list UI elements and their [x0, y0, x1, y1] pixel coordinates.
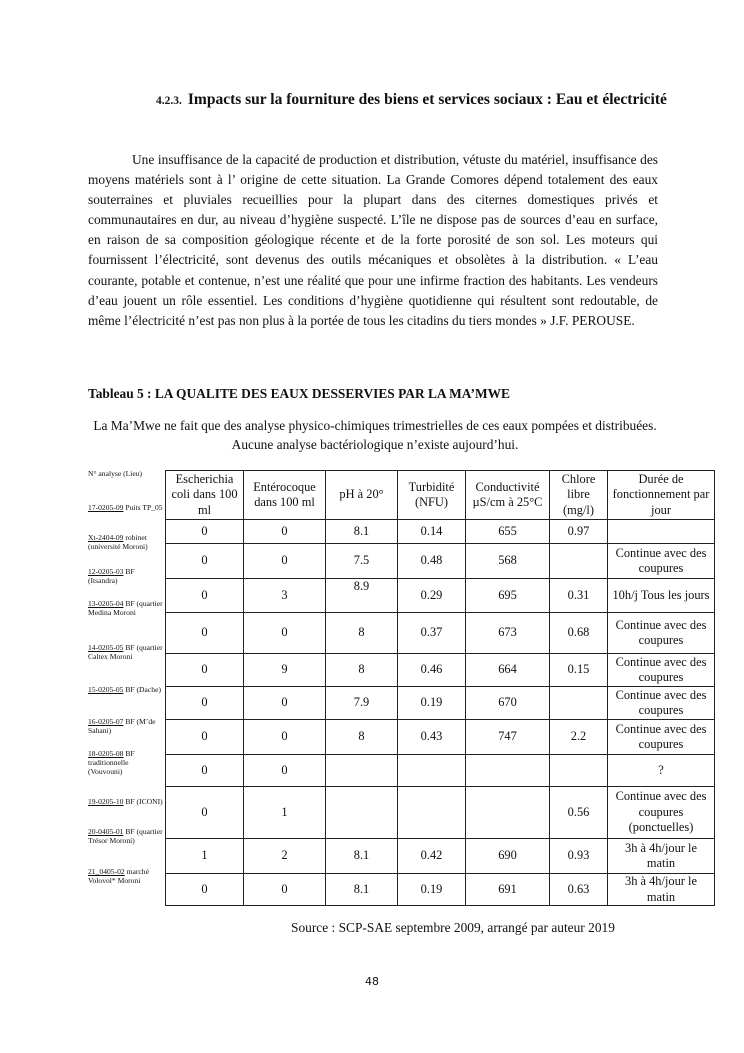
table-title: Tableau 5 : LA QUALITE DES EAUX DESSERVIES PAR LA MA’MWE — [88, 386, 510, 401]
table-cell — [466, 787, 550, 839]
table-cell: 690 — [466, 839, 550, 874]
table-cell: 8.9 — [326, 579, 398, 613]
table-cell: 0.56 — [550, 787, 608, 839]
table-cell: 0 — [244, 613, 326, 654]
table-row — [166, 720, 715, 755]
table-cell: 3 — [244, 579, 326, 613]
sample-label — [88, 685, 164, 694]
sample-place: Puits TP_05 — [125, 503, 163, 512]
column-header: Chlore libre (mg/l) — [550, 471, 608, 520]
sample-label — [88, 599, 164, 617]
sample-label — [88, 797, 164, 806]
sample-code: 20-0405-01 — [88, 827, 124, 836]
table-row — [166, 613, 715, 654]
column-header: Escherichia coli dans 100 ml — [166, 471, 244, 520]
table-cell — [550, 755, 608, 787]
sample-code: 14-0205-05 — [88, 643, 124, 652]
table-cell: Continue avec des coupures — [608, 687, 715, 720]
table-cell: 0.42 — [398, 839, 466, 874]
table-cell: Continue avec des coupures — [608, 544, 715, 579]
sample-place: BF (Itsandra) — [88, 567, 135, 585]
table-row — [166, 787, 715, 839]
table-row — [166, 579, 715, 613]
table-cell: 0.93 — [550, 839, 608, 874]
table-row — [166, 654, 715, 687]
sample-code: 17-0205-09 — [88, 503, 124, 512]
table-row — [166, 520, 715, 544]
table-cell: 0 — [166, 613, 244, 654]
table-cell — [398, 787, 466, 839]
sample-place: BF (quartier Caltex Moroni — [88, 643, 163, 661]
sample-label — [88, 717, 164, 735]
table-cell: 10h/j Tous les jours — [608, 579, 715, 613]
table-cell: 664 — [466, 654, 550, 687]
table-row — [166, 687, 715, 720]
sample-place: BF (quartier Medina Moroni — [88, 599, 163, 617]
table-cell: 8 — [326, 654, 398, 687]
table-cell: 0 — [244, 755, 326, 787]
body-paragraph — [88, 150, 658, 331]
section-number: 4.2.3. — [156, 95, 182, 107]
column-header: Durée de fonctionnement par jour — [608, 471, 715, 520]
table-cell: 655 — [466, 520, 550, 544]
sample-code: Xt-2404-09 — [88, 533, 124, 542]
sample-label — [88, 567, 164, 585]
sample-code: 12-0205-03 — [88, 567, 124, 576]
table-cell: 1 — [166, 839, 244, 874]
table-cell: 0.15 — [550, 654, 608, 687]
sample-place: robinet (université Moroni) — [88, 533, 148, 551]
table-cell: 0.48 — [398, 544, 466, 579]
table-cell: 0 — [166, 787, 244, 839]
table-cell — [550, 544, 608, 579]
sample-code: 13-0205-04 — [88, 599, 124, 608]
table-cell: Continue avec des coupures — [608, 654, 715, 687]
table-cell: 0 — [166, 720, 244, 755]
table-cell: 0.31 — [550, 579, 608, 613]
table-cell: 568 — [466, 544, 550, 579]
table-cell: 8.1 — [326, 520, 398, 544]
section-heading — [156, 88, 676, 113]
table-cell: 1 — [244, 787, 326, 839]
sample-place: BF (M’de Sahani) — [88, 717, 156, 735]
table-cell: 0.37 — [398, 613, 466, 654]
sample-label — [88, 503, 164, 512]
table-cell: 8.1 — [326, 874, 398, 906]
table-cell: 695 — [466, 579, 550, 613]
table-row — [166, 544, 715, 579]
table-cell: Continue avec des coupures (ponctuelles) — [608, 787, 715, 839]
sample-label — [88, 749, 164, 776]
table-cell: 0 — [244, 874, 326, 906]
table-cell: 7.5 — [326, 544, 398, 579]
table-cell: 0.63 — [550, 874, 608, 906]
table-cell: Continue avec des coupures — [608, 720, 715, 755]
table-cell: 0.43 — [398, 720, 466, 755]
table-cell: 0 — [166, 687, 244, 720]
table-cell — [608, 520, 715, 544]
table-cell: 8.1 — [326, 839, 398, 874]
table-cell: Continue avec des coupures — [608, 613, 715, 654]
table-cell — [326, 755, 398, 787]
table-header-row — [166, 471, 715, 520]
sample-place: marché Volovol* Moroni — [88, 867, 149, 885]
table-source: Source : SCP-SAE septembre 2009, arrangé par auteur 2019 — [291, 920, 615, 935]
sample-label — [88, 827, 164, 845]
column-header: pH à 20° — [326, 471, 398, 520]
table-cell: 0.19 — [398, 874, 466, 906]
sample-label — [88, 867, 164, 885]
section-title: Impacts sur la fourniture des biens et services sociaux : Eau et électricité — [187, 91, 667, 108]
page-number: 48 — [365, 975, 379, 988]
sample-place: BF (quartier Trésor Moroni) — [88, 827, 163, 845]
sample-code: 18-0205-08 — [88, 749, 124, 758]
sample-place: BF traditionnelle (Vouvouni) — [88, 749, 135, 776]
table-cell — [326, 787, 398, 839]
table-cell — [550, 687, 608, 720]
water-quality-table — [165, 470, 715, 906]
table-cell: 0 — [166, 755, 244, 787]
table-cell: 670 — [466, 687, 550, 720]
sample-code: 16-0205-07 — [88, 717, 124, 726]
sample-code: 21_0405-02 — [88, 867, 125, 876]
table-cell: 691 — [466, 874, 550, 906]
table-cell: 0 — [244, 544, 326, 579]
table-cell: 2 — [244, 839, 326, 874]
table-cell: 3h à 4h/jour le matin — [608, 874, 715, 906]
column-header: Conductivité µS/cm à 25°C — [466, 471, 550, 520]
table-cell — [466, 755, 550, 787]
table-row — [166, 839, 715, 874]
body-paragraph-text: Une insuffisance de la capacité de production et distribution, vétuste du matériel, insuffisance des moyens matériels sont à l’ origine de cette situation. La Grande Comores dépend totalement des eaux souterraines et pluviales recueillies pour la plupart dans des citernes domestiques privés et communautaires en dur, au niveau d’hygiène suspecté. L’île ne dispose pas de sources d’eau en surface, en raison de sa composition géologique récente et de la forte porosité de son sol. Les moteurs qui fournissent l’électricité, sont devenus des outils mécaniques et obsolètes à la distribution. « L’eau courante, potable et contenue, n’est une réalité que pour une infirme fraction des habitants. Les vendeurs d’eau jouent un rôle essentiel. Les conditions d’hygiène quotidienne qui résultent sont redoutable, de même l’électricité n’est pas non plus à la portée de tous les citadins du tiers mondes » J.F. PEROUSE. — [88, 152, 658, 328]
column-header: Entérocoque dans 100 ml — [244, 471, 326, 520]
table-cell: 0.46 — [398, 654, 466, 687]
table-cell: 0 — [166, 520, 244, 544]
table-cell: 7.9 — [326, 687, 398, 720]
table-cell: 2.2 — [550, 720, 608, 755]
table-row — [166, 874, 715, 906]
table-cell — [398, 755, 466, 787]
column-header: Turbidité (NFU) — [398, 471, 466, 520]
sample-label — [88, 643, 164, 661]
table-cell: 8 — [326, 720, 398, 755]
table-cell: 0.19 — [398, 687, 466, 720]
table-cell: 9 — [244, 654, 326, 687]
sample-code: 19-0205-10 — [88, 797, 124, 806]
table-cell: 0 — [166, 874, 244, 906]
analysis-header: N° analyse (Lieu) — [88, 469, 143, 478]
table-cell: 0.68 — [550, 613, 608, 654]
table-cell: 0.29 — [398, 579, 466, 613]
sample-place: BF (Dache) — [125, 685, 161, 694]
sample-code: 15-0205-05 — [88, 685, 124, 694]
sample-label — [88, 533, 164, 551]
table-cell: 3h à 4h/jour le matin — [608, 839, 715, 874]
table-cell: 0 — [244, 520, 326, 544]
table-cell: 747 — [466, 720, 550, 755]
table-description: La Ma’Mwe ne fait que des analyse physico-chimiques trimestrielles de ces eaux pompées et distribuées. Aucune analyse bactériologique n’existe aujourd’hui. — [93, 418, 657, 452]
table-cell: 0 — [244, 720, 326, 755]
table-cell: 0.14 — [398, 520, 466, 544]
table-cell: ? — [608, 755, 715, 787]
table-cell: 0 — [166, 654, 244, 687]
table-cell: 0 — [166, 544, 244, 579]
table-cell: 8 — [326, 613, 398, 654]
table-cell: 0 — [166, 579, 244, 613]
table-cell: 0.97 — [550, 520, 608, 544]
sample-place: BF (ICONI) — [125, 797, 163, 806]
table-cell: 673 — [466, 613, 550, 654]
table-row — [166, 755, 715, 787]
table-cell: 0 — [244, 687, 326, 720]
